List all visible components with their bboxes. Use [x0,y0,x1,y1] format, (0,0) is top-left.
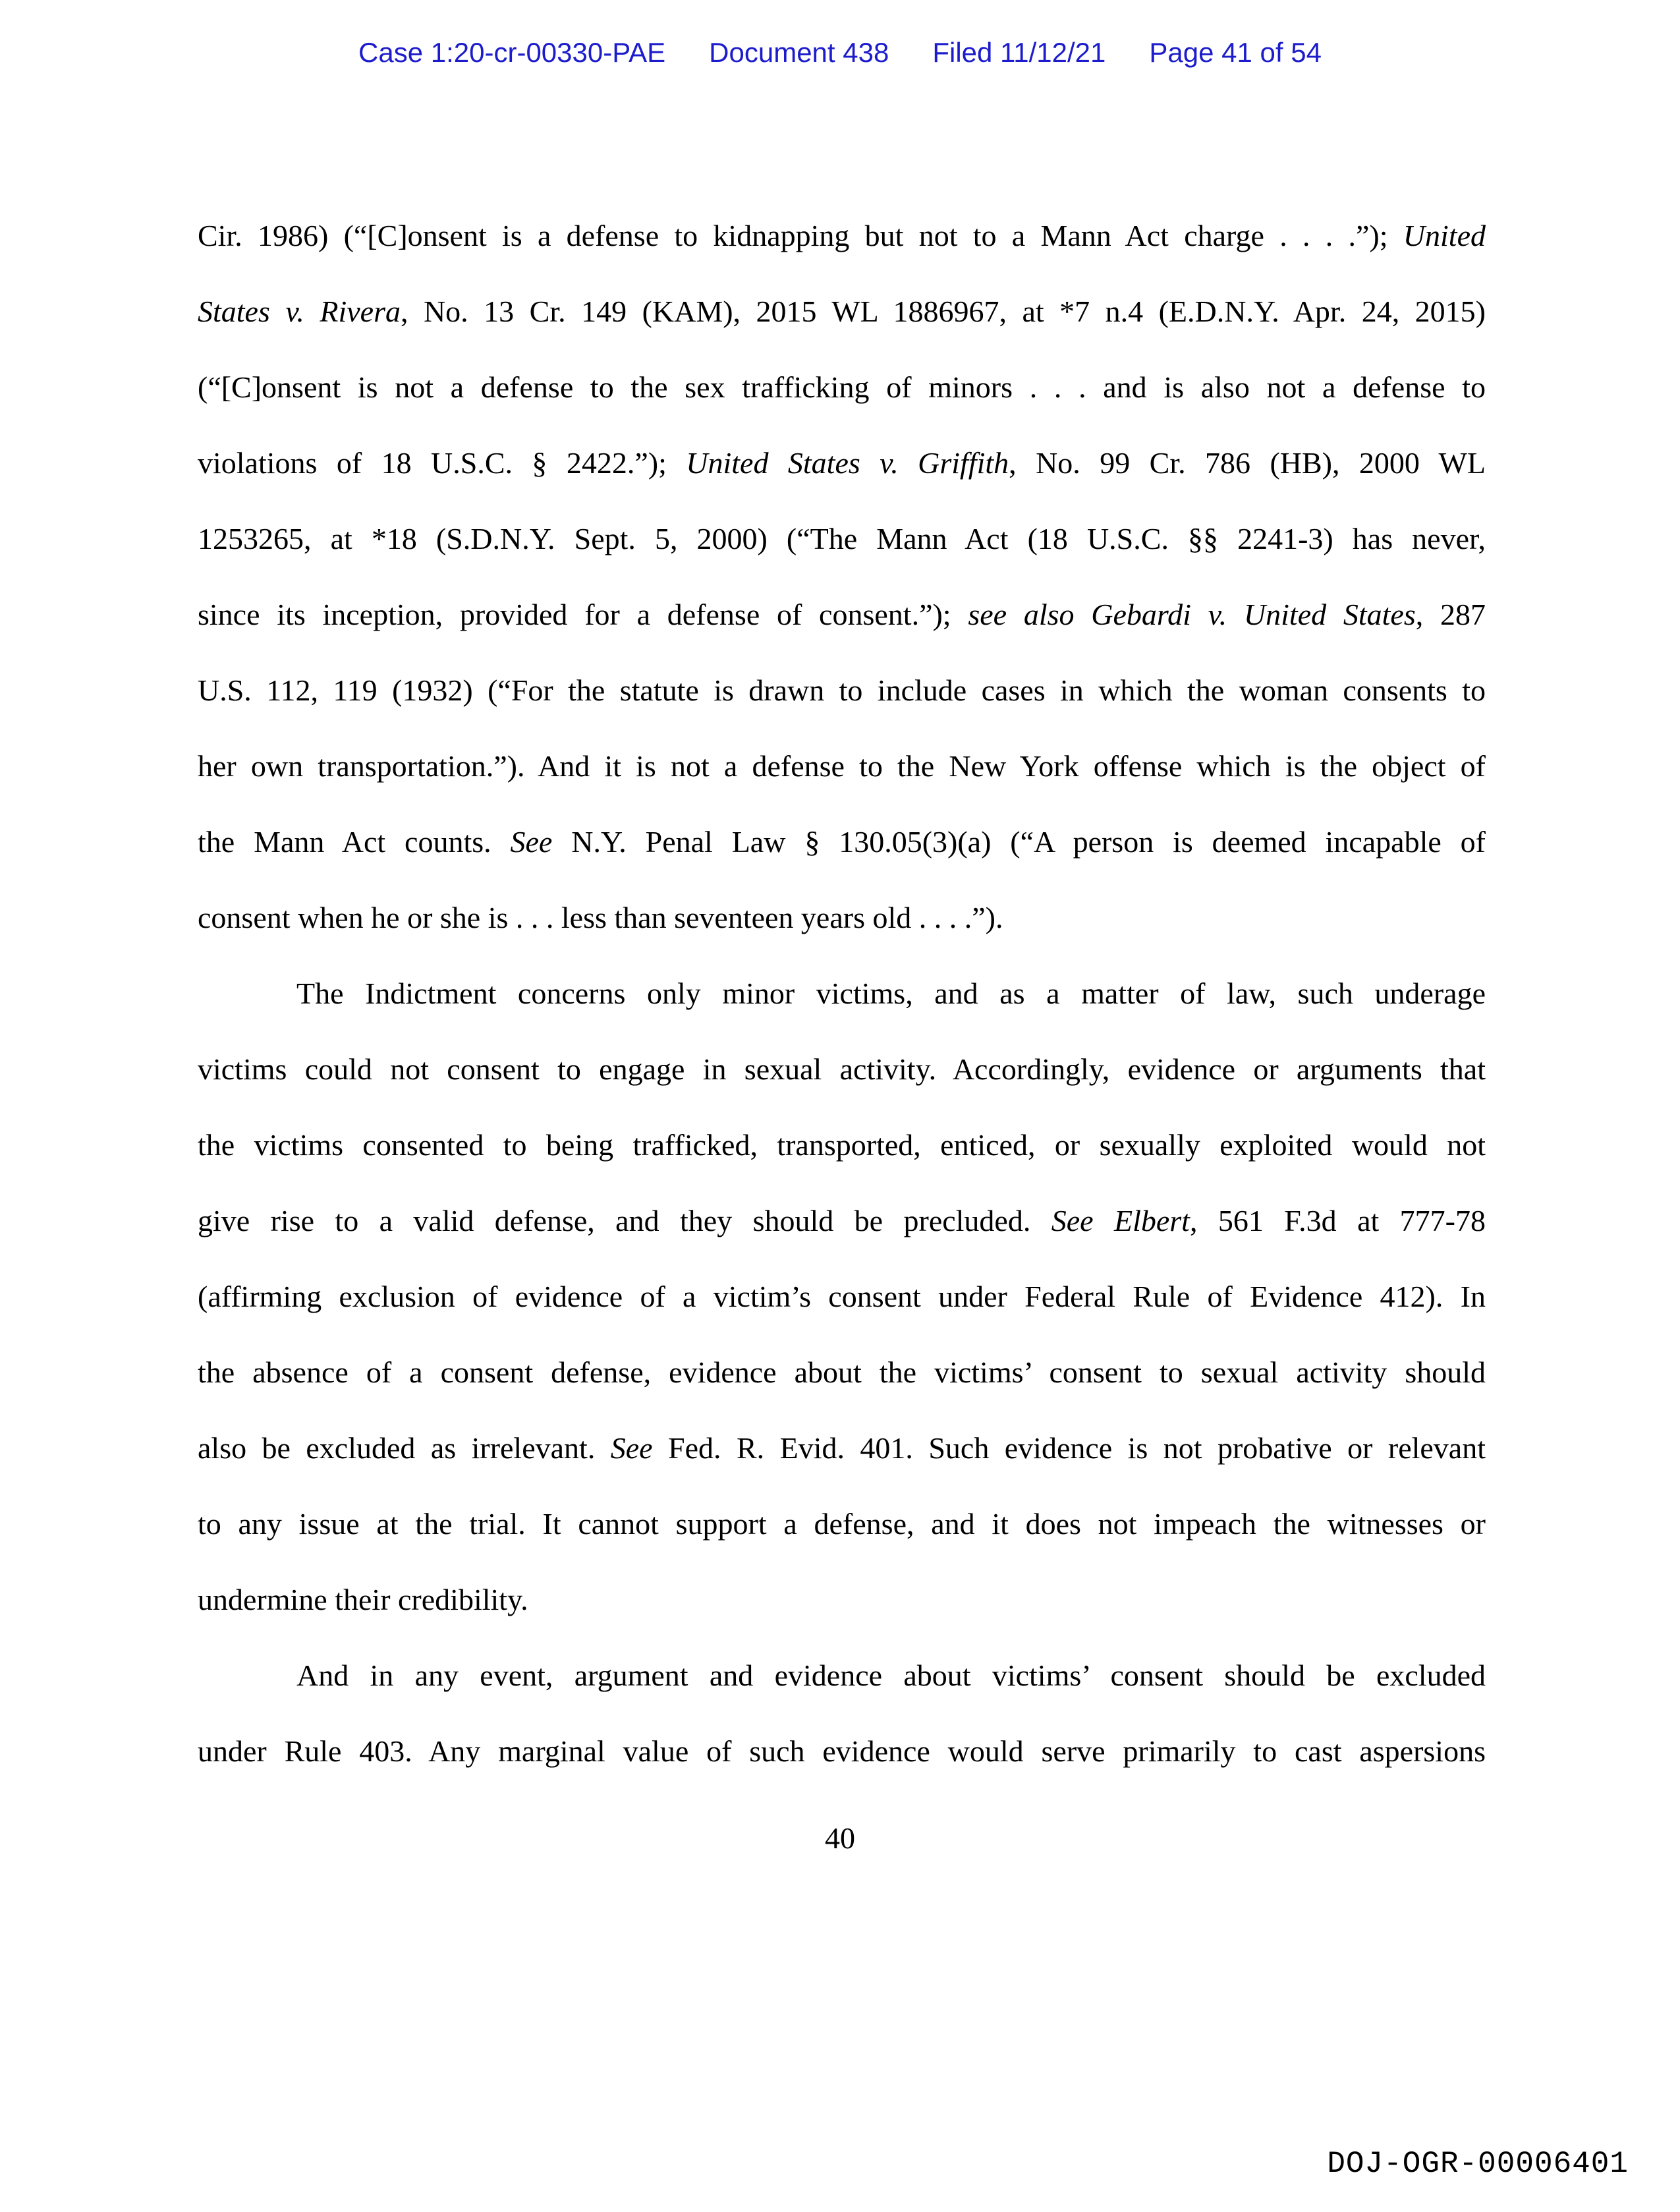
italic-text-segment: United [1403,219,1486,252]
italic-text-segment: see also Gebardi v. United States [968,598,1416,631]
text-segment: to any issue at the trial. It cannot support a defense, and it does not impeach the witnesses or [198,1507,1486,1541]
text-segment: violations of 18 U.S.C. § 2422.”); [198,446,686,480]
italic-text-segment: See [510,825,553,859]
page-number: 40 [825,1821,855,1855]
body-line [198,1637,1486,1713]
text-segment: The Indictment concerns only minor victims, and as a matter of law, such underage [296,977,1486,1010]
body-line [198,1410,1486,1486]
body-line [198,1183,1486,1259]
italic-text-segment: See [610,1431,653,1465]
header-page-of: Page 41 of 54 [1149,37,1322,68]
text-segment: victims could not consent to engage in sexual activity. Accordingly, evidence or arguments that [198,1052,1486,1086]
text-segment: the absence of a consent defense, evidence about the victims’ consent to sexual activity should [198,1355,1486,1389]
text-segment: 1253265, at *18 (S.D.N.Y. Sept. 5, 2000) (“The Mann Act (18 U.S.C. §§ 2241-3) has never, [198,522,1486,555]
text-segment: , 561 F.3d at 777-78 [1189,1204,1486,1237]
text-segment: Fed. R. Evid. 401. Such evidence is not probative or relevant [652,1431,1486,1465]
body-line [198,198,1486,273]
body-line [198,425,1486,501]
body-line [198,955,1486,1031]
body-line [198,1334,1486,1410]
body-line [198,1562,1486,1637]
text-segment: also be excluded as irrelevant. [198,1431,611,1465]
text-segment: , No. 99 Cr. 786 (HB), 2000 WL [1009,446,1486,480]
text-segment: U.S. 112, 119 (1932) (“For the statute is drawn to include cases in which the woman consents to [198,673,1486,707]
body-line [198,1713,1486,1789]
body-line [198,1107,1486,1183]
text-segment: Cir. 1986) (“[C]onsent is a defense to kidnapping but not to a Mann Act charge . . . .”); [198,219,1403,252]
body-line [198,273,1486,349]
document-body [198,198,1486,1789]
body-line [198,1259,1486,1334]
header-case-number: Case 1:20-cr-00330-PAE [358,37,666,68]
text-segment: , 287 [1415,598,1486,631]
text-segment: since its inception, provided for a defense of consent.”); [198,598,968,631]
text-segment: give rise to a valid defense, and they should be precluded. [198,1204,1051,1237]
text-segment: undermine their credibility. [198,1583,528,1616]
body-line [198,349,1486,425]
text-segment: under Rule 403. Any marginal value of such evidence would serve primarily to cast aspersions [198,1734,1486,1768]
text-segment: the Mann Act counts. [198,825,511,859]
body-line [198,728,1486,804]
italic-text-segment: See Elbert [1051,1204,1190,1237]
body-line [198,501,1486,577]
text-segment: the victims consented to being trafficked, transported, enticed, or sexually exploited would not [198,1128,1486,1162]
bates-number: DOJ-OGR-00006401 [1327,2147,1629,2181]
body-line [198,1486,1486,1562]
body-line [198,577,1486,652]
header-filed-date: Filed 11/12/21 [932,37,1106,68]
text-segment: (“[C]onsent is not a defense to the sex trafficking of minors . . . and is also not a defense to [198,370,1486,404]
text-segment: And in any event, argument and evidence about victims’ consent should be excluded [296,1659,1486,1692]
body-line [198,880,1486,955]
text-segment: N.Y. Penal Law § 130.05(3)(a) (“A person is deemed incapable of [552,825,1486,859]
body-line [198,804,1486,880]
text-segment: (affirming exclusion of evidence of a victim’s consent under Federal Rule of Evidence 412). In [198,1280,1486,1313]
italic-text-segment: United States v. Griffith [686,446,1009,480]
text-segment: , No. 13 Cr. 149 (KAM), 2015 WL 1886967, at *7 n.4 (E.D.N.Y. Apr. 24, 2015) [400,295,1486,328]
italic-text-segment: States v. Rivera [198,295,401,328]
body-line [198,1031,1486,1107]
text-segment: consent when he or she is . . . less than seventeen years old . . . .”). [198,901,1003,934]
header-document-number: Document 438 [709,37,889,68]
text-segment: her own transportation.”). And it is not a defense to the New York offense which is the object of [198,749,1486,783]
court-filing-header-stamp [0,37,1680,69]
body-line [198,652,1486,728]
